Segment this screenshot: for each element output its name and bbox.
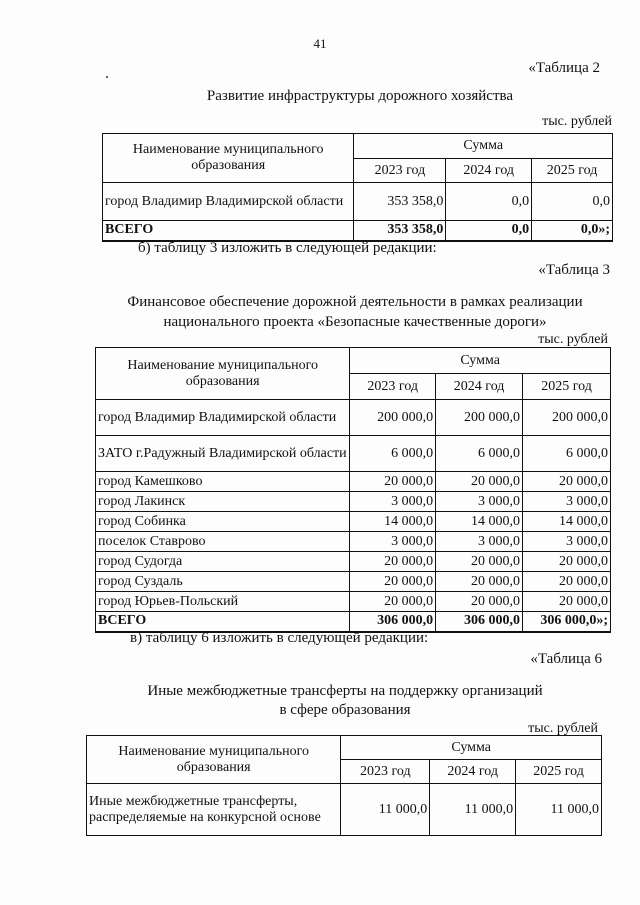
row-value: 20 000,0 [350,472,436,492]
table6-title-line1: Иные межбюджетные трансферты на поддержку организаций [147,683,543,699]
table-row [96,532,611,552]
total-value: 0,0»; [532,221,613,241]
table2 [102,133,613,242]
row-value: 11 000,0 [341,784,430,836]
instruction-b: б) таблицу 3 изложить в следующей редакции: [138,240,437,256]
row-name: город Лакинск [96,492,350,512]
row-value: 20 000,0 [350,572,436,592]
table-row [103,183,613,221]
row-value: 20 000,0 [523,572,611,592]
row-value: 3 000,0 [350,532,436,552]
row-value: 3 000,0 [436,492,523,512]
table6-header-sum: Сумма [341,736,602,760]
total-value: 0,0 [446,221,532,241]
row-value: 20 000,0 [523,552,611,572]
table3-label: «Таблица 3 [538,262,610,278]
table-total-row [96,612,611,632]
row-value: 20 000,0 [436,572,523,592]
row-name: город Владимир Владимирской области [103,183,354,221]
row-name: город Суздаль [96,572,350,592]
row-value: 11 000,0 [430,784,516,836]
page-number: 41 [313,36,327,51]
table3-units: тыс. рублей [538,332,608,347]
row-value: 3 000,0 [350,492,436,512]
table-total-row [103,221,613,241]
row-value: 20 000,0 [436,552,523,572]
table2-title: Развитие инфраструктуры дорожного хозяйства [206,88,514,104]
row-value: 11 000,0 [516,784,602,836]
row-value: 200 000,0 [436,400,523,436]
total-value: 353 358,0 [354,221,446,241]
table2-units: тыс. рублей [542,114,612,129]
row-value: 20 000,0 [436,592,523,612]
table6-title-line2: в сфере образования [279,702,411,718]
row-name: ЗАТО г.Радужный Владимирской области [96,436,350,472]
table3-header-year: 2024 год [436,374,523,400]
row-value: 6 000,0 [436,436,523,472]
table2-header-sum: Сумма [354,134,613,159]
row-value: 6 000,0 [523,436,611,472]
table6-header-year: 2024 год [430,760,516,784]
total-value: 306 000,0 [350,612,436,632]
row-name: город Судогда [96,552,350,572]
table6-header-year: 2023 год [341,760,430,784]
total-value: 306 000,0 [436,612,523,632]
table-row [96,512,611,532]
table2-header-name: Наименование муниципального образования [103,134,354,183]
row-name: город Собинка [96,512,350,532]
row-value: 200 000,0 [350,400,436,436]
table-row [96,552,611,572]
row-name: город Владимир Владимирской области [96,400,350,436]
row-value: 20 000,0 [523,472,611,492]
table3-header-year: 2025 год [523,374,611,400]
row-value: 14 000,0 [436,512,523,532]
table-row [87,784,602,836]
row-value: 20 000,0 [350,592,436,612]
table2-header-year: 2025 год [532,159,613,183]
row-value: 20 000,0 [436,472,523,492]
table-row [96,400,611,436]
row-value: 20 000,0 [350,552,436,572]
row-value: 353 358,0 [354,183,446,221]
total-label: ВСЕГО [96,612,350,632]
row-name: Иные межбюджетные трансферты, распределяемые на конкурсной основе [87,784,341,836]
row-value: 0,0 [532,183,613,221]
table6-header-name: Наименование муниципального образования [87,736,341,784]
table3 [95,347,611,633]
table2-label: «Таблица 2 [528,60,600,76]
table-row [96,592,611,612]
row-value: 6 000,0 [350,436,436,472]
row-value: 3 000,0 [436,532,523,552]
table-row [96,472,611,492]
table-row [96,572,611,592]
row-name: город Камешково [96,472,350,492]
table3-title-line1: Финансовое обеспечение дорожной деятельности в рамках реализации [127,294,583,310]
table-row [96,436,611,472]
row-value: 3 000,0 [523,532,611,552]
row-name: город Юрьев-Польский [96,592,350,612]
row-name: поселок Ставрово [96,532,350,552]
table-row [96,492,611,512]
table3-header-name: Наименование муниципального образования [96,348,350,400]
table6 [86,735,602,836]
table2-header-year: 2024 год [446,159,532,183]
row-value: 14 000,0 [523,512,611,532]
instruction-v: в) таблицу 6 изложить в следующей редакции: [130,630,429,646]
table3-title-line2: национального проекта «Безопасные качественные дороги» [163,314,547,330]
row-value: 3 000,0 [523,492,611,512]
total-value: 306 000,0»; [523,612,611,632]
table3-header-sum: Сумма [350,348,611,374]
table6-label: «Таблица 6 [530,651,602,667]
row-value: 14 000,0 [350,512,436,532]
row-value: 200 000,0 [523,400,611,436]
scan-speck [106,76,108,78]
table6-units: тыс. рублей [528,721,598,736]
total-label: ВСЕГО [103,221,354,241]
table2-header-year: 2023 год [354,159,446,183]
table3-header-year: 2023 год [350,374,436,400]
row-value: 20 000,0 [523,592,611,612]
row-value: 0,0 [446,183,532,221]
table6-header-year: 2025 год [516,760,602,784]
